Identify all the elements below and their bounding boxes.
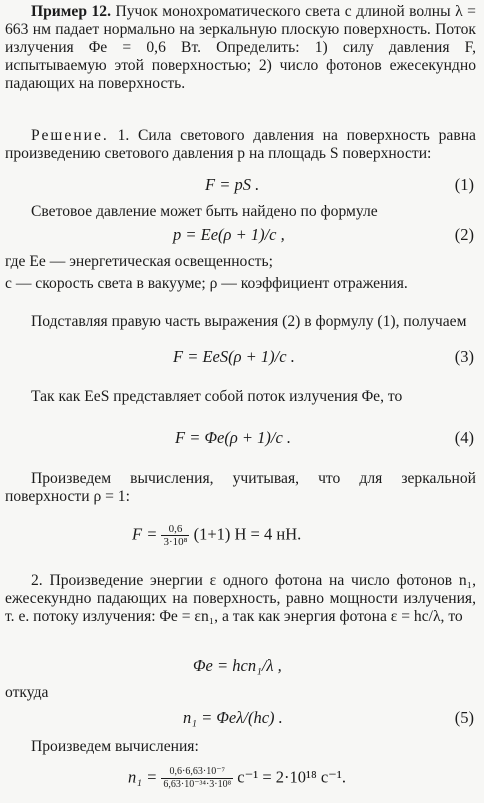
problem-paragraph xyxy=(5,3,476,93)
equation-7 xyxy=(0,708,484,730)
equation-3-formula: F = EеS(ρ + 1)/c . xyxy=(173,347,295,366)
problem-heading: Пример 12. xyxy=(31,3,111,20)
solution-paragraph-7: Произведем вычисления: xyxy=(31,738,199,755)
equation-5 xyxy=(0,518,484,552)
equation-5-rhs: (1+1) Н = 4 нН. xyxy=(193,524,302,544)
solution-paragraph-3: Подставляя правую часть выражения (2) в формулу (1), получаем xyxy=(31,313,467,330)
equation-2 xyxy=(0,225,484,247)
equation-8-formula xyxy=(128,766,346,791)
solution-paragraph-6: 2. Произведение энергии ε одного фотона на число фотонов n₁, ежесекундно падающих на поверхность, равно мощности излучения, т. е. потоку излучения: Φе = εn₁, а так как энергия фотона ε = hc/λ, то xyxy=(5,572,476,625)
solution-paragraph-2: Световое давление может быть найдено по формуле xyxy=(31,203,378,220)
solution-paragraph-1 xyxy=(5,127,476,163)
problem-text: Пучок монохроматического света с длиной волны λ = 663 нм падает нормально на зеркальную плоскую поверхность. Поток излучения Φе = 0,6 Вт. Определить: 1) силу давления F, испытываемую этой поверхностью; 2) число фотонов ежесекундно падающих на поверхность. xyxy=(5,3,476,92)
equation-8-lhs: n₁ = xyxy=(128,767,158,787)
equation-4-number: (4) xyxy=(454,428,474,447)
equation-7-formula: n₁ = Φеλ/(hc) . xyxy=(183,708,283,727)
equation-8 xyxy=(0,760,484,796)
equation-4 xyxy=(0,428,484,450)
equation-8-rhs: с⁻¹ = 2·10¹⁸ с⁻¹. xyxy=(237,767,346,787)
equation-1 xyxy=(0,175,484,197)
definitions-line-1: где Eе — энергетическая освещенность; xyxy=(5,253,273,270)
equation-5-denominator: 3·10⁸ xyxy=(163,536,188,548)
equation-3 xyxy=(0,347,484,369)
equation-5-numerator: 0,6 xyxy=(161,523,189,536)
equation-4-formula: F = Φе(ρ + 1)/c . xyxy=(175,428,292,447)
equation-5-fraction xyxy=(161,523,189,548)
solution-word-otkuda: откуда xyxy=(5,684,49,701)
definitions-line-2: c — скорость света в вакууме; ρ — коэффициент отражения. xyxy=(5,275,408,292)
equation-3-number: (3) xyxy=(454,347,474,366)
solution-paragraph-5: Произведем вычисления, учитывая, что для зеркальной поверхности ρ = 1: xyxy=(5,470,476,505)
equation-2-formula: p = Eе(ρ + 1)/c , xyxy=(173,225,285,244)
equation-8-fraction xyxy=(161,766,233,791)
equation-6-formula: Φе = hcn₁/λ , xyxy=(193,656,282,675)
equation-1-number: (1) xyxy=(454,175,474,194)
equation-8-numerator: 0,6·6,63·10⁻⁷ xyxy=(161,766,233,779)
equation-5-lhs: F = xyxy=(132,524,158,544)
equation-2-number: (2) xyxy=(454,225,474,244)
equation-8-denominator: 6,63·10⁻³⁴·3·10⁸ xyxy=(163,779,232,790)
solution-paragraph-4: Так как EеS представляет собой поток излучения Φе, то xyxy=(31,388,403,405)
solution-heading: Решение. xyxy=(31,127,109,144)
equation-5-formula xyxy=(132,523,301,548)
equation-7-number: (5) xyxy=(454,708,474,727)
solution-text-1: 1. Сила светового давления на поверхность равна произведению светового давления p на площадь S поверхности: xyxy=(5,127,476,162)
equation-1-formula: F = pS . xyxy=(205,175,260,194)
equation-6 xyxy=(0,656,484,678)
